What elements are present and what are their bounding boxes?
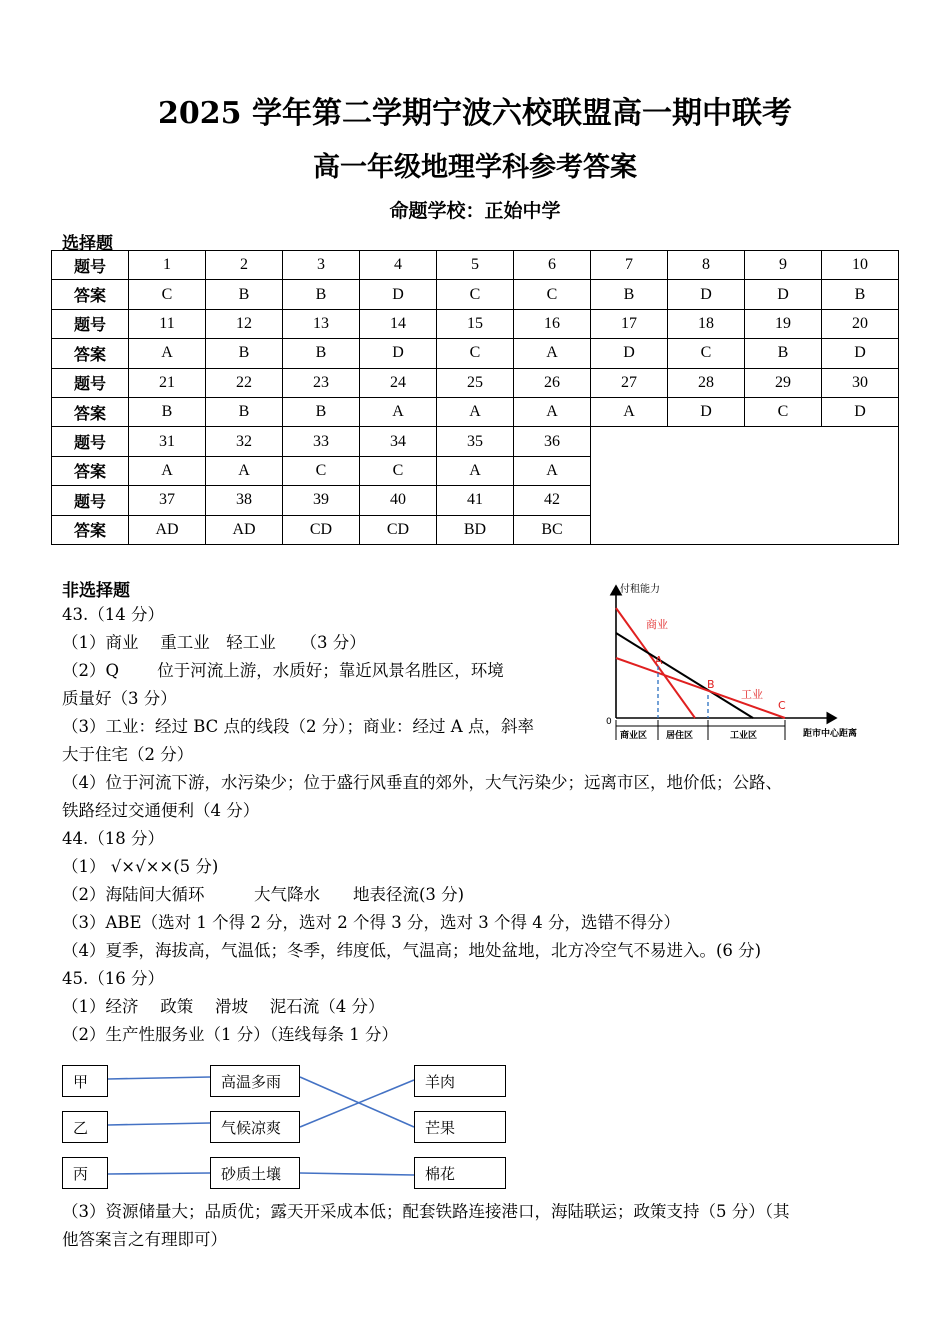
- answer-line: （3）ABE（选对 1 个得 2 分，选对 2 个得 3 分，选对 3 个得 4 分，选错不得分）: [62, 913, 681, 932]
- commerce-series-label: 商业: [646, 618, 668, 631]
- answer-cell: BC: [514, 515, 591, 544]
- point-b-label: B: [707, 678, 715, 691]
- question-number-cell: 13: [283, 309, 360, 338]
- answer-cell: C: [129, 280, 206, 309]
- row-label-number: 题号: [52, 427, 129, 456]
- answer-cell: B: [283, 280, 360, 309]
- answer-cell: A: [514, 456, 591, 485]
- answer-line: 43.（14 分）: [62, 605, 164, 624]
- question-number-cell: 20: [822, 309, 899, 338]
- answer-cell: CD: [283, 515, 360, 544]
- answer-line: （2）海陆间大循环 大气降水 地表径流(3 分): [62, 885, 465, 904]
- answer-row: [52, 339, 899, 368]
- question-number-cell: 34: [360, 427, 437, 456]
- answer-cell: A: [514, 397, 591, 426]
- answer-cell: D: [591, 339, 668, 368]
- point-c-label: C: [778, 699, 786, 712]
- answer-cell: CD: [360, 515, 437, 544]
- question-number-cell: 14: [360, 309, 437, 338]
- answer-line: （1）经济 政策 滑坡 泥石流（4 分）: [62, 997, 385, 1016]
- number-row: [52, 368, 899, 397]
- match-line-rain-mango: [300, 1077, 414, 1127]
- zone-label-industry: 工业区: [730, 731, 758, 741]
- answer-line: （1）商业 重工业 轻工业 （3 分）: [62, 633, 366, 652]
- question-number-cell: 22: [206, 368, 283, 397]
- question-number-cell: 30: [822, 368, 899, 397]
- answer-line: 45.（16 分）: [62, 969, 164, 988]
- answer-cell: A: [206, 456, 283, 485]
- match-right-mango: 芒果: [414, 1111, 506, 1143]
- answer-cell: D: [668, 280, 745, 309]
- match-line-jia: [108, 1077, 210, 1079]
- question-number-cell: 5: [437, 251, 514, 280]
- row-label-answer: 答案: [52, 339, 129, 368]
- answer-cell: A: [437, 456, 514, 485]
- answer-cell: B: [206, 397, 283, 426]
- answer-cell: A: [591, 397, 668, 426]
- match-left-yi: 乙: [62, 1111, 108, 1143]
- bid-rent-chart: [598, 578, 878, 744]
- answer-table: [51, 250, 899, 545]
- question-number-cell: 10: [822, 251, 899, 280]
- answer-cell: D: [745, 280, 822, 309]
- answer-cell: AD: [129, 515, 206, 544]
- question-number-cell: 29: [745, 368, 822, 397]
- residential-line: [616, 633, 753, 718]
- x-axis-label: 距市中心距离: [803, 729, 858, 739]
- question-number-cell: 35: [437, 427, 514, 456]
- answer-line: （1） √×√××(5 分): [62, 857, 219, 876]
- question-number-cell: 24: [360, 368, 437, 397]
- question-number-cell: 15: [437, 309, 514, 338]
- answer-line: （2）生产性服务业（1 分）（连线每条 1 分）: [62, 1025, 398, 1044]
- question-number-cell: 17: [591, 309, 668, 338]
- answer-cell: D: [360, 339, 437, 368]
- match-line-yi: [108, 1123, 210, 1125]
- match-line-sand-cotton: [300, 1173, 414, 1175]
- answer-tail-block: [62, 1198, 790, 1254]
- answer-cell: A: [437, 397, 514, 426]
- question-number-cell: 1: [129, 251, 206, 280]
- question-number-cell: 12: [206, 309, 283, 338]
- answer-cell: C: [437, 339, 514, 368]
- answer-cell: B: [745, 339, 822, 368]
- question-number-cell: 11: [129, 309, 206, 338]
- origin-label: 0: [606, 717, 612, 727]
- answer-cell: C: [668, 339, 745, 368]
- question-number-cell: 6: [514, 251, 591, 280]
- question-number-cell: 38: [206, 486, 283, 515]
- question-number-cell: 27: [591, 368, 668, 397]
- number-row: [52, 309, 899, 338]
- page-subtitle: 高一年级地理学科参考答案: [313, 152, 637, 183]
- match-left-bing: 丙: [62, 1157, 108, 1189]
- row-label-answer: 答案: [52, 456, 129, 485]
- answer-cell: B: [591, 280, 668, 309]
- answer-cell: C: [514, 280, 591, 309]
- question-number-cell: 33: [283, 427, 360, 456]
- answer-cell: B: [822, 280, 899, 309]
- answer-line: （4）夏季，海拔高，气温低；冬季，纬度低，气温高；地处盆地，北方冷空气不易进入。(6 分): [62, 941, 762, 960]
- question-number-cell: 9: [745, 251, 822, 280]
- zone-label-commerce: 商业区: [620, 731, 648, 741]
- answer-cell: C: [437, 280, 514, 309]
- question-number-cell: 40: [360, 486, 437, 515]
- question-number-cell: 25: [437, 368, 514, 397]
- question-number-cell: 32: [206, 427, 283, 456]
- nonchoice-section-label: 非选择题: [62, 581, 130, 601]
- answer-cell: D: [822, 339, 899, 368]
- answer-line: 他答案言之有理即可）: [62, 1230, 227, 1249]
- question-number-cell: 42: [514, 486, 591, 515]
- answer-cell: A: [129, 339, 206, 368]
- zone-label-residential: 居住区: [666, 731, 694, 741]
- row-label-answer: 答案: [52, 515, 129, 544]
- question-number-cell: 41: [437, 486, 514, 515]
- choice-section-label: 选择题: [62, 234, 113, 254]
- answer-row: [52, 280, 899, 309]
- answer-cell: C: [283, 456, 360, 485]
- match-mid-rain: 高温多雨: [210, 1065, 300, 1097]
- answer-cell: B: [283, 397, 360, 426]
- row-label-answer: 答案: [52, 397, 129, 426]
- question-number-cell: 3: [283, 251, 360, 280]
- answer-line: 44.（18 分）: [62, 829, 164, 848]
- answer-cell: A: [360, 397, 437, 426]
- match-mid-sand: 砂质土壤: [210, 1157, 300, 1189]
- question-number-cell: 19: [745, 309, 822, 338]
- answer-row: [52, 397, 899, 426]
- question-number-cell: 4: [360, 251, 437, 280]
- question-number-cell: 28: [668, 368, 745, 397]
- school-line: 命题学校：正始中学: [389, 200, 561, 222]
- answer-cell: C: [745, 397, 822, 426]
- answer-line: （3）工业：经过 BC 点的线段（2 分）；商业：经过 A 点，斜率: [62, 717, 534, 736]
- match-line-bing: [108, 1173, 210, 1174]
- answer-cell: B: [206, 280, 283, 309]
- answer-line: （4）位于河流下游，水污染少；位于盛行风垂直的郊外，大气污染少；远离市区，地价低；公路、: [62, 773, 782, 792]
- answer-line: 铁路经过交通便利（4 分）: [62, 801, 260, 820]
- question-number-cell: 7: [591, 251, 668, 280]
- answer-cell: B: [129, 397, 206, 426]
- question-number-cell: 16: [514, 309, 591, 338]
- answer-line: 大于住宅（2 分）: [62, 745, 194, 764]
- question-number-cell: 31: [129, 427, 206, 456]
- page-title: 2025 学年第二学期宁波六校联盟高一期中联考: [158, 96, 792, 131]
- row-label-number: 题号: [52, 309, 129, 338]
- answer-cell: AD: [206, 515, 283, 544]
- answer-cell: BD: [437, 515, 514, 544]
- answer-line: （2）Q 位于河流上游，水质好；靠近风景名胜区，环境: [62, 661, 504, 680]
- answer-cell: A: [129, 456, 206, 485]
- question-number-cell: 37: [129, 486, 206, 515]
- answer-cell: C: [360, 456, 437, 485]
- answer-cell: D: [822, 397, 899, 426]
- row-label-answer: 答案: [52, 280, 129, 309]
- answer-cell: B: [283, 339, 360, 368]
- question-number-cell: 21: [129, 368, 206, 397]
- answer-line: 质量好（3 分）: [62, 689, 177, 708]
- answer-cell: B: [206, 339, 283, 368]
- match-line-cool-mutton: [300, 1080, 414, 1127]
- match-right-mutton: 羊肉: [414, 1065, 506, 1097]
- industry-series-label: 工业: [741, 688, 763, 701]
- row-label-number: 题号: [52, 368, 129, 397]
- empty-cell-block: [591, 427, 899, 545]
- point-a-label: A: [655, 654, 663, 667]
- answer-line: （3）资源储量大；品质优；露天开采成本低；配套铁路连接港口，海陆联运；政策支持（5 分）（其: [62, 1202, 790, 1221]
- number-row: [52, 427, 899, 456]
- row-label-number: 题号: [52, 251, 129, 280]
- question-number-cell: 26: [514, 368, 591, 397]
- answer-cell: D: [360, 280, 437, 309]
- answer-cell: D: [668, 397, 745, 426]
- question-number-cell: 23: [283, 368, 360, 397]
- question-number-cell: 8: [668, 251, 745, 280]
- question-number-cell: 36: [514, 427, 591, 456]
- match-left-jia: 甲: [62, 1065, 108, 1097]
- match-right-cotton: 棉花: [414, 1157, 506, 1189]
- question-number-cell: 39: [283, 486, 360, 515]
- number-row: [52, 251, 899, 280]
- question-number-cell: 2: [206, 251, 283, 280]
- question-number-cell: 18: [668, 309, 745, 338]
- row-label-number: 题号: [52, 486, 129, 515]
- match-mid-cool: 气候凉爽: [210, 1111, 300, 1143]
- y-axis-label: 付租能力: [620, 584, 660, 595]
- answer-cell: A: [514, 339, 591, 368]
